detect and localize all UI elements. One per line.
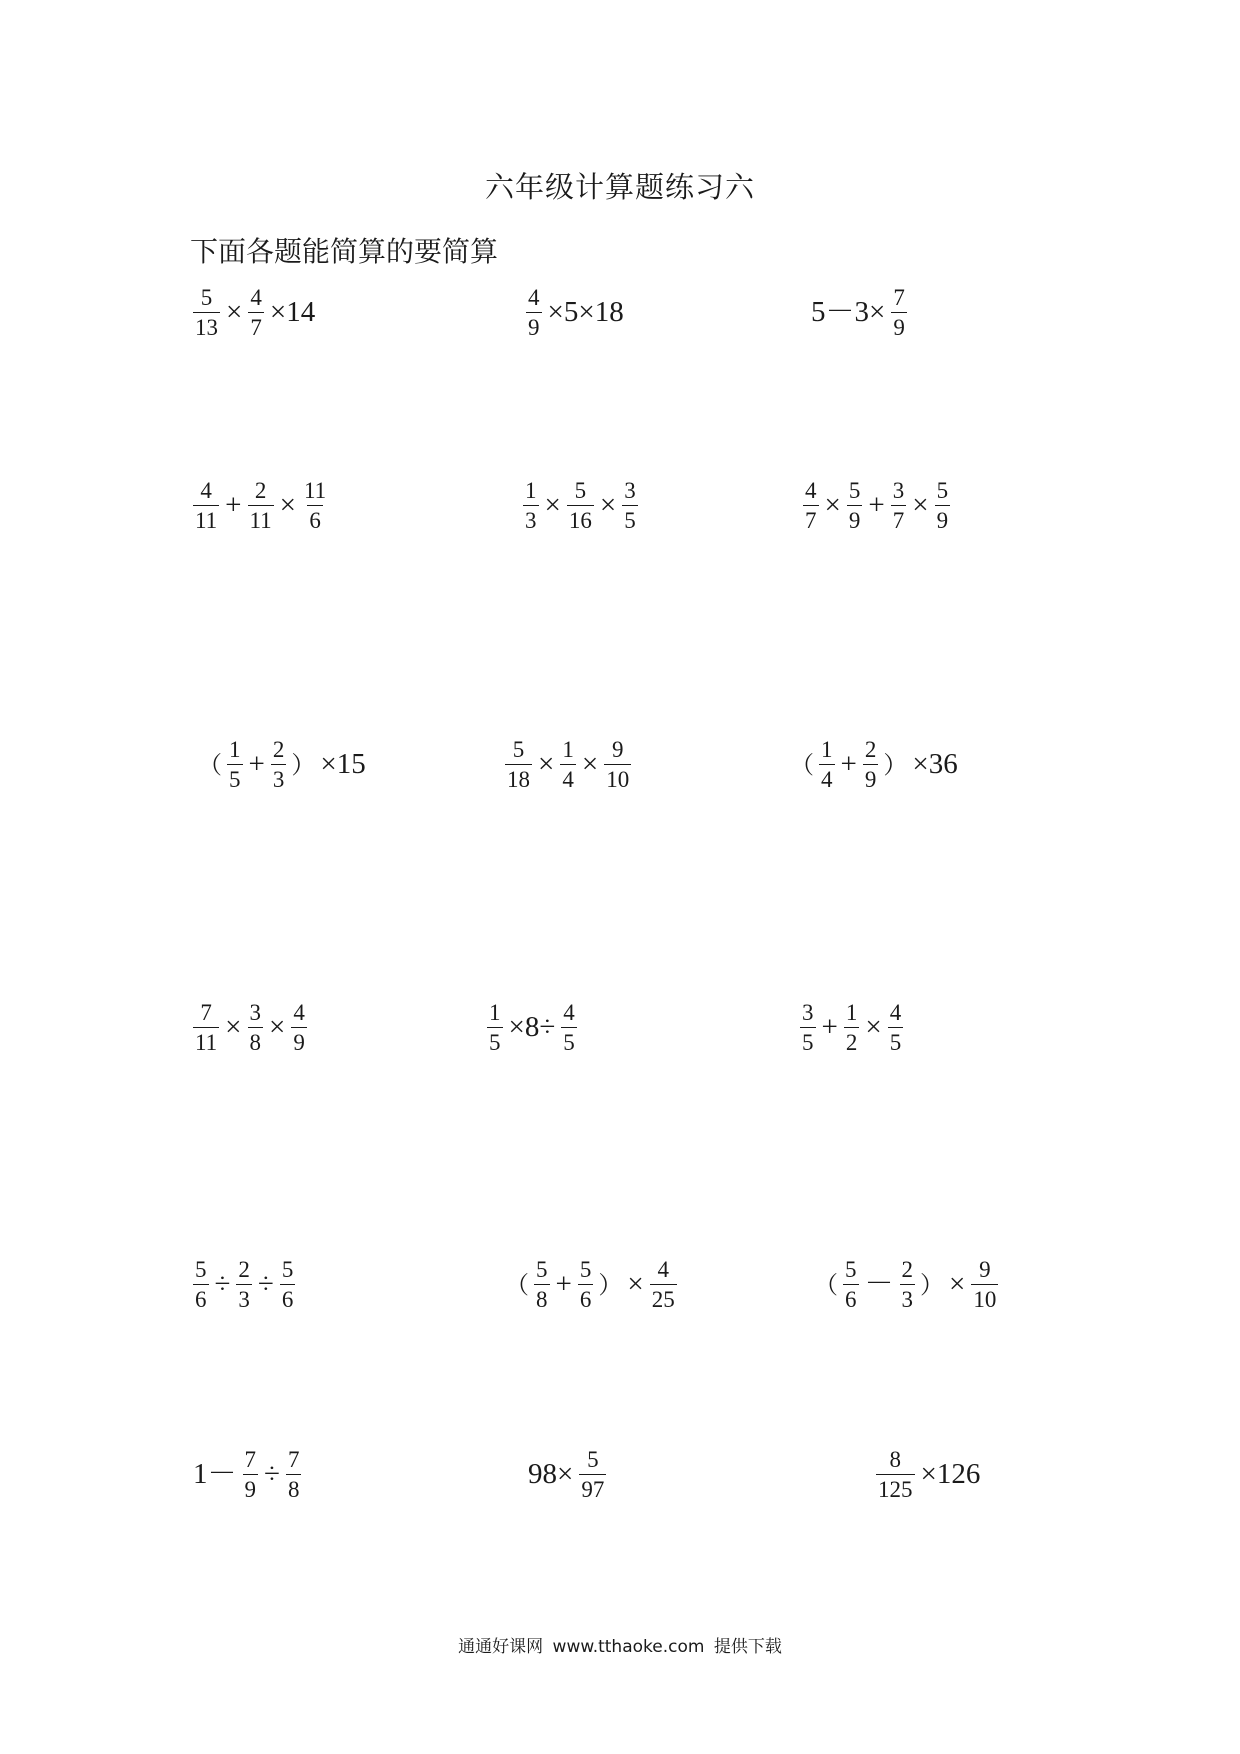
- denominator: 8: [286, 1474, 302, 1503]
- fraction: [891, 478, 907, 534]
- numerator: 2: [901, 1257, 914, 1282]
- operator: ×126: [920, 1458, 981, 1491]
- fraction: [534, 1257, 550, 1313]
- denominator: 9: [291, 1027, 307, 1056]
- operator: ÷: [257, 1268, 274, 1301]
- denominator: 6: [193, 1284, 209, 1313]
- numerator: 5: [512, 737, 525, 762]
- numerator: 1: [229, 737, 241, 762]
- numerator: 5: [536, 1257, 548, 1282]
- problem-8: [502, 737, 634, 793]
- numerator: 7: [200, 1000, 212, 1025]
- denominator: 9: [891, 312, 907, 341]
- numerator: 3: [249, 1000, 262, 1025]
- fraction: [891, 285, 907, 341]
- problem-9: [788, 737, 961, 793]
- numerator: 5: [848, 478, 861, 503]
- operator: ×: [949, 1268, 966, 1301]
- operator: 1－: [193, 1458, 237, 1491]
- fraction: [291, 1000, 307, 1056]
- fraction: [280, 1257, 296, 1313]
- denominator: 5: [800, 1027, 816, 1056]
- operator: ÷: [214, 1268, 231, 1301]
- fraction: [193, 1000, 219, 1056]
- denominator: 7: [891, 505, 907, 534]
- problem-4: [190, 478, 331, 534]
- operator: ×: [544, 489, 561, 522]
- fraction: [248, 478, 274, 534]
- operator: ×: [824, 489, 841, 522]
- fraction: [227, 737, 243, 793]
- denominator: 13: [193, 312, 220, 341]
- numerator: 4: [563, 1000, 575, 1025]
- numerator: 3: [802, 1000, 814, 1025]
- operator: ×: [225, 1011, 242, 1044]
- operator: ×5×18: [547, 296, 624, 329]
- fraction: [286, 1447, 302, 1503]
- denominator: 16: [567, 505, 594, 534]
- fraction: [900, 1257, 916, 1313]
- denominator: 8: [534, 1284, 550, 1313]
- numerator: 5: [579, 1257, 592, 1282]
- denominator: 125: [876, 1474, 915, 1503]
- denominator: 2: [844, 1027, 860, 1056]
- numerator: 4: [889, 1000, 902, 1025]
- instruction-text: 下面各题能简算的要简算: [190, 235, 499, 268]
- fraction: [523, 478, 539, 534]
- problem-18: [873, 1447, 983, 1503]
- numerator: 5: [195, 1257, 207, 1282]
- operator: +: [821, 1011, 838, 1044]
- fraction: [800, 1000, 816, 1056]
- fraction: [876, 1447, 915, 1503]
- numerator: 4: [657, 1257, 669, 1282]
- denominator: 5: [487, 1027, 503, 1056]
- problem-16: [190, 1447, 304, 1503]
- problem-6: [800, 478, 953, 534]
- operator: ×8÷: [508, 1011, 556, 1044]
- operator: ×: [599, 489, 617, 522]
- fraction: [803, 478, 819, 534]
- problem-11: [484, 1000, 580, 1056]
- numerator: 8: [889, 1447, 901, 1472]
- operator: +: [555, 1268, 572, 1301]
- footer-note: 通通好课网 www.tthaoke.com 提供下载: [458, 1637, 782, 1657]
- denominator: 4: [819, 764, 835, 793]
- numerator: 5: [281, 1257, 294, 1282]
- operator: ×: [627, 1268, 644, 1301]
- parenthesis: ）: [920, 1270, 945, 1299]
- operator: +: [225, 489, 242, 522]
- denominator: 7: [248, 312, 264, 341]
- denominator: 5: [561, 1027, 577, 1056]
- operator: ×: [226, 296, 243, 329]
- numerator: 4: [200, 478, 212, 503]
- denominator: 8: [248, 1027, 264, 1056]
- fraction: [193, 478, 219, 534]
- parenthesis: （: [198, 750, 222, 779]
- fraction: [650, 1257, 677, 1313]
- problem-10: [190, 1000, 310, 1056]
- denominator: 6: [280, 1284, 296, 1313]
- numerator: 2: [272, 737, 285, 762]
- fraction: [193, 1257, 209, 1313]
- operator: ×: [912, 489, 929, 522]
- operator: 5－3×: [811, 296, 886, 329]
- denominator: 9: [526, 312, 542, 341]
- operator: ×: [538, 748, 555, 781]
- fraction: [971, 1257, 998, 1313]
- parenthesis: （: [790, 750, 814, 779]
- denominator: 9: [243, 1474, 259, 1503]
- numerator: 5: [200, 285, 213, 310]
- parenthesis: （: [505, 1270, 529, 1299]
- denominator: 11: [193, 505, 219, 534]
- denominator: 3: [236, 1284, 252, 1313]
- denominator: 9: [863, 764, 879, 793]
- numerator: 4: [805, 478, 817, 503]
- numerator: 4: [528, 285, 540, 310]
- operator: 98×: [528, 1458, 574, 1491]
- fraction: [561, 1000, 577, 1056]
- denominator: 5: [227, 764, 243, 793]
- operator: ×: [865, 1011, 882, 1044]
- fraction: [578, 1257, 594, 1313]
- fraction: [526, 285, 542, 341]
- operator: ×: [269, 1011, 286, 1044]
- fraction: [248, 1000, 264, 1056]
- numerator: 7: [287, 1447, 300, 1472]
- operator: +: [868, 489, 885, 522]
- fraction: [487, 1000, 503, 1056]
- fraction: [847, 478, 863, 534]
- fraction: [819, 737, 835, 793]
- parenthesis: （: [814, 1270, 838, 1299]
- numerator: 5: [845, 1257, 857, 1282]
- fraction: [243, 1447, 259, 1503]
- denominator: 3: [523, 505, 539, 534]
- numerator: 3: [892, 478, 905, 503]
- numerator: 9: [611, 737, 624, 762]
- fraction: [888, 1000, 904, 1056]
- denominator: 6: [843, 1284, 859, 1313]
- fraction: [843, 1257, 859, 1313]
- problem-17: [525, 1447, 609, 1503]
- fraction: [302, 478, 328, 534]
- problem-5: [520, 478, 641, 534]
- numerator: 5: [574, 478, 587, 503]
- numerator: 1: [821, 737, 833, 762]
- fraction: [844, 1000, 860, 1056]
- fraction: [193, 285, 220, 341]
- problem-7: [196, 737, 369, 793]
- denominator: 6: [578, 1284, 594, 1313]
- operator: +: [248, 748, 265, 781]
- parenthesis: ）: [598, 1270, 623, 1299]
- operator: ×15: [320, 748, 366, 781]
- numerator: 9: [979, 1257, 991, 1282]
- operator: ×: [581, 748, 599, 781]
- operator: －: [864, 1268, 894, 1301]
- denominator: 3: [271, 764, 287, 793]
- numerator: 1: [525, 478, 537, 503]
- numerator: 2: [238, 1257, 250, 1282]
- denominator: 6: [307, 505, 323, 534]
- fraction: [248, 285, 264, 341]
- denominator: 18: [505, 764, 532, 793]
- numerator: 2: [864, 737, 877, 762]
- denominator: 11: [193, 1027, 219, 1056]
- fraction: [935, 478, 951, 534]
- numerator: 4: [250, 285, 262, 310]
- denominator: 97: [579, 1474, 606, 1503]
- numerator: 1: [489, 1000, 501, 1025]
- operator: ÷: [264, 1458, 280, 1491]
- numerator: 5: [936, 478, 949, 503]
- denominator: 4: [560, 764, 576, 793]
- denominator: 9: [847, 505, 863, 534]
- denominator: 25: [650, 1284, 677, 1313]
- numerator: 2: [254, 478, 267, 503]
- numerator: 5: [587, 1447, 599, 1472]
- fraction: [622, 478, 638, 534]
- fraction: [863, 737, 879, 793]
- page-title: 六年级计算题练习六: [484, 170, 755, 204]
- problem-15: [812, 1257, 1001, 1313]
- parenthesis: ）: [883, 750, 908, 779]
- parenthesis: ）: [291, 750, 316, 779]
- numerator: 7: [893, 285, 905, 310]
- numerator: 11: [304, 478, 327, 503]
- numerator: 1: [845, 1000, 858, 1025]
- problem-14: [503, 1257, 680, 1313]
- denominator: 7: [803, 505, 819, 534]
- fraction: [567, 478, 594, 534]
- problem-3: [808, 285, 910, 341]
- denominator: 3: [900, 1284, 916, 1313]
- numerator: 3: [624, 478, 636, 503]
- problem-13: [190, 1257, 298, 1313]
- fraction: [604, 737, 631, 793]
- operator: ×36: [912, 748, 958, 781]
- operator: ×: [279, 489, 297, 522]
- problem-12: [797, 1000, 906, 1056]
- denominator: 11: [248, 505, 274, 534]
- fraction: [236, 1257, 252, 1313]
- numerator: 1: [562, 737, 574, 762]
- fraction: [271, 737, 287, 793]
- numerator: 4: [293, 1000, 305, 1025]
- denominator: 5: [622, 505, 638, 534]
- operator: ×14: [269, 296, 316, 329]
- denominator: 9: [935, 505, 951, 534]
- numerator: 7: [244, 1447, 257, 1472]
- denominator: 10: [604, 764, 631, 793]
- fraction: [505, 737, 532, 793]
- fraction: [579, 1447, 606, 1503]
- problem-1: [190, 285, 318, 341]
- denominator: 5: [888, 1027, 904, 1056]
- fraction: [560, 737, 576, 793]
- denominator: 10: [971, 1284, 998, 1313]
- operator: +: [840, 748, 857, 781]
- problem-2: [523, 285, 627, 341]
